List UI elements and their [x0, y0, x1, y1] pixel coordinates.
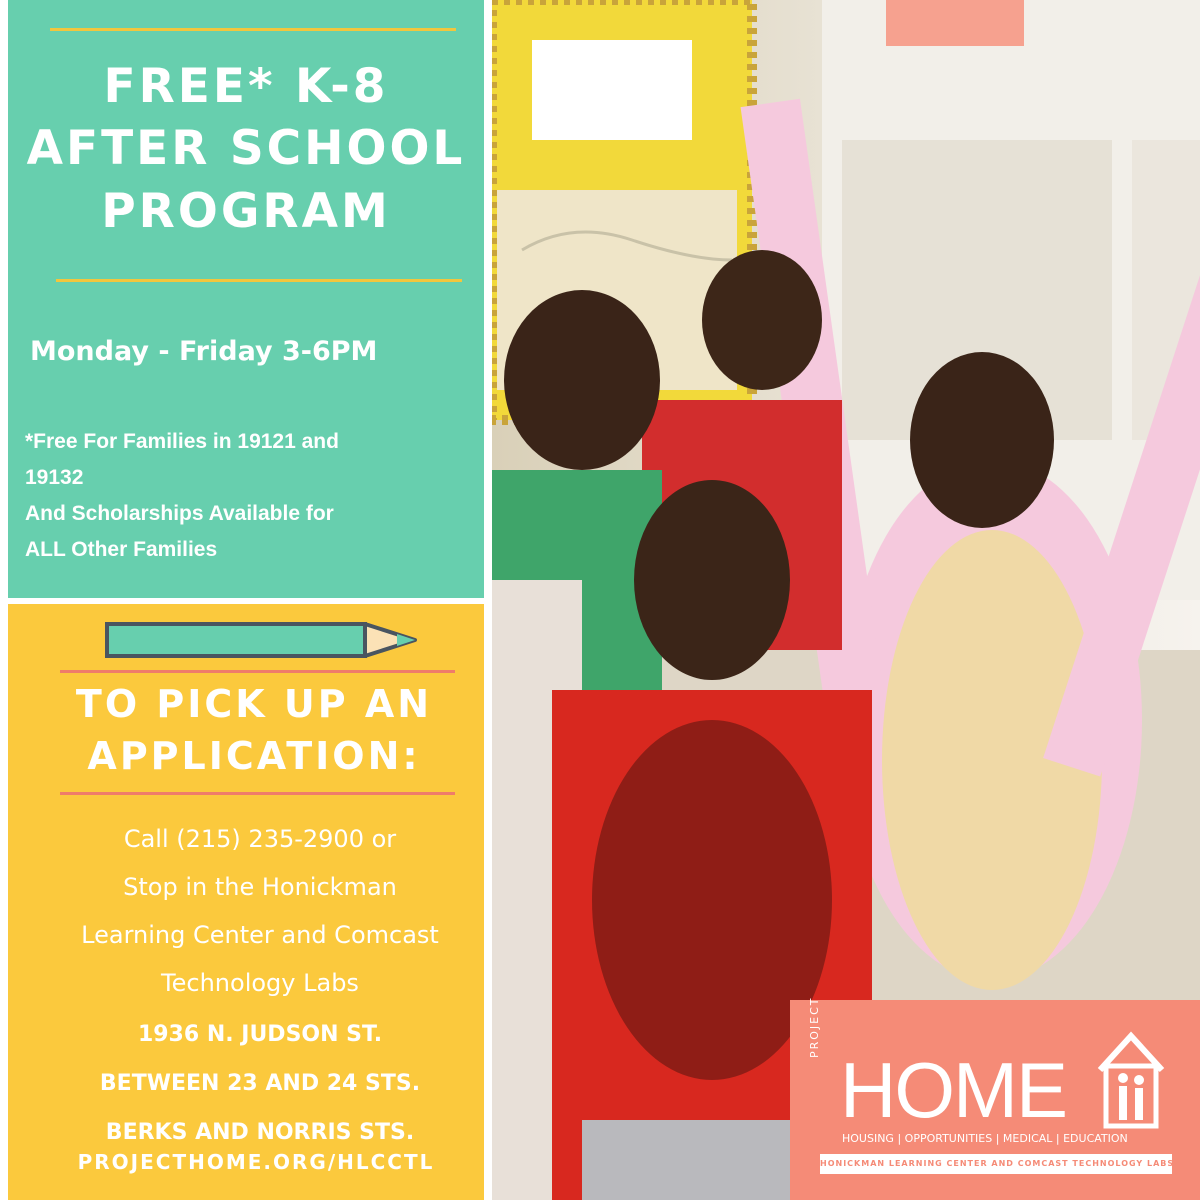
address-line-1: 1936 N. JUDSON ST.: [137, 1022, 383, 1047]
pencil-icon: [105, 620, 420, 660]
instruction-line-1: Call (215) 235-2900 or: [123, 825, 397, 853]
eligibility-line-1: *Free For Families in 19121 and: [25, 430, 339, 453]
address-block: [10, 1010, 510, 1157]
address-line-3: BERKS AND NORRIS STS.: [105, 1120, 415, 1145]
instruction-line-2: Stop in the Honickman: [123, 873, 397, 901]
eligibility-line-3: And Scholarships Available for: [25, 502, 334, 525]
headline-line-2: AFTER SCHOOL: [26, 121, 466, 176]
logo-tagline: HOUSING | OPPORTUNITIES | MEDICAL | EDUCATION: [842, 1132, 1128, 1145]
application-heading-line-1: TO PICK UP AN: [75, 682, 433, 726]
project-home-logo: [790, 996, 1200, 1200]
eligibility-line-4: ALL Other Families: [25, 538, 218, 561]
schedule-text: Monday - Friday 3-6PM: [30, 336, 378, 367]
logo-bar-text: HONICKMAN LEARNING CENTER AND COMCAST TECHNOLOGY LABS: [820, 1159, 1175, 1168]
application-heading-line-2: APPLICATION:: [87, 734, 421, 778]
website-url[interactable]: PROJECTHOME.ORG/HLCCTL: [77, 1150, 435, 1174]
headline-line-3: PROGRAM: [101, 184, 391, 239]
eligibility-line-2: 19132: [25, 466, 84, 489]
headline-line-1: FREE* K-8: [103, 59, 389, 114]
headline-divider: [56, 279, 462, 282]
application-divider-bottom: [60, 792, 455, 795]
application-instructions: [10, 815, 510, 1007]
logo-bar: [820, 1154, 1175, 1174]
house-family-icon: [1096, 1030, 1166, 1130]
instruction-line-3: Learning Center and Comcast: [81, 921, 439, 949]
eligibility-note: [25, 424, 480, 568]
top-divider: [50, 28, 456, 31]
application-heading: [0, 678, 508, 782]
address-line-2: BETWEEN 23 AND 24 STS.: [99, 1071, 421, 1096]
instruction-line-4: Technology Labs: [161, 969, 359, 997]
application-divider-top: [60, 670, 455, 673]
logo-project-text: PROJECT: [808, 996, 821, 1058]
logo-home-text: HOME: [840, 1046, 1066, 1134]
